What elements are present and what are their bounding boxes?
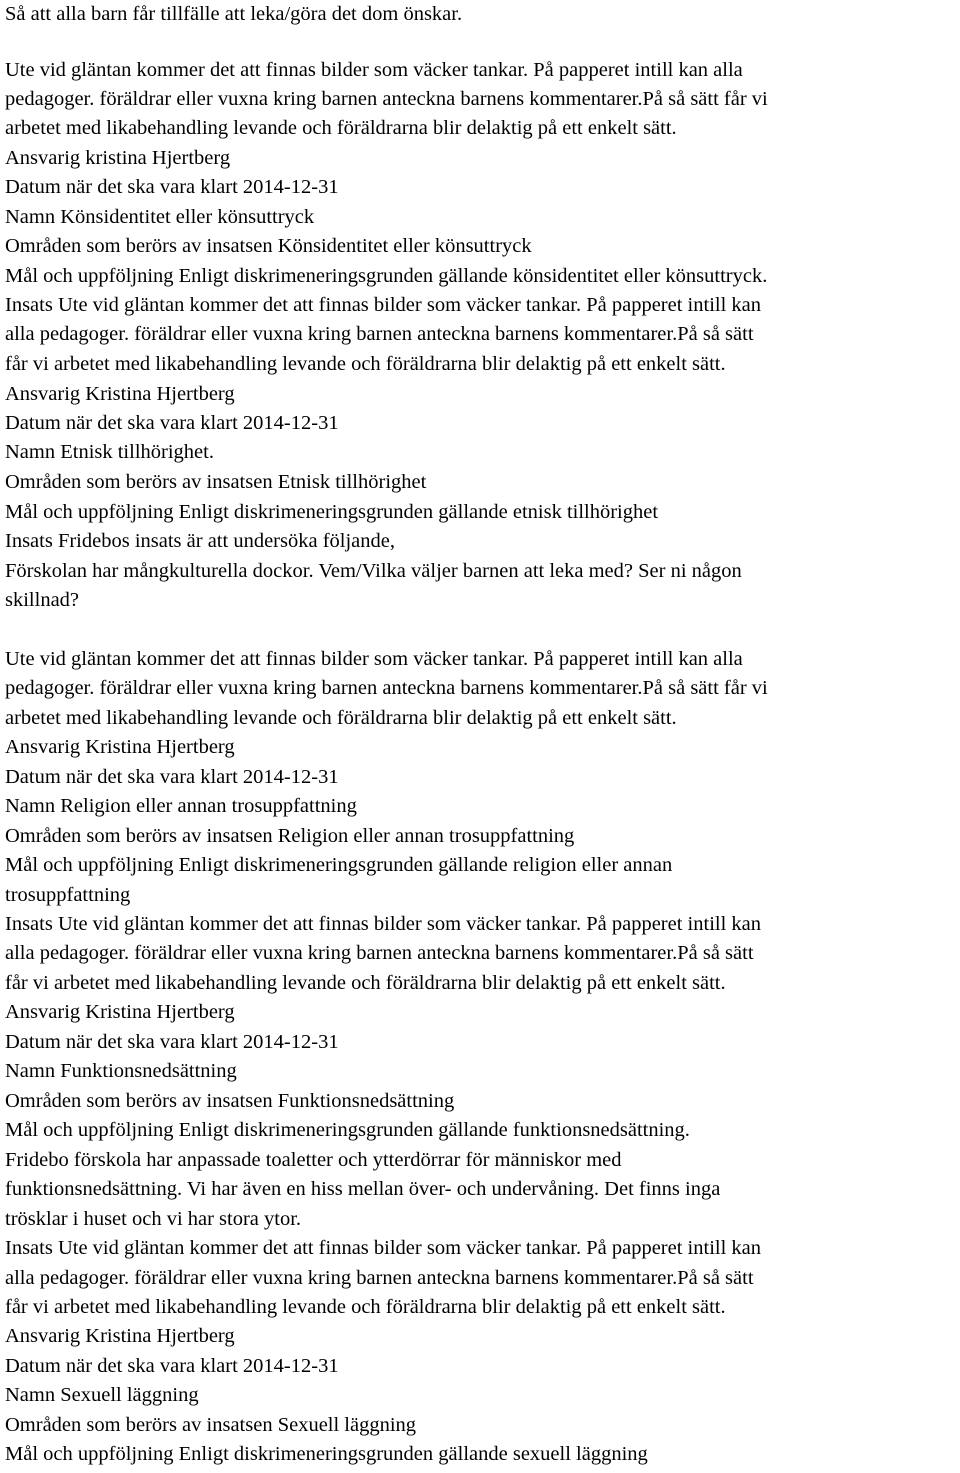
text-line: Ansvarig Kristina Hjertberg xyxy=(5,1001,235,1023)
text-line: pedagoger. föräldrar eller vuxna kring barnen anteckna barnens kommentarer.På så sätt får vi xyxy=(5,88,768,110)
text-line: Mål och uppföljning Enligt diskrimeneringsgrunden gällande könsidentitet eller könsuttryck. xyxy=(5,265,768,287)
text-line: Områden som berörs av insatsen Religion eller annan trosuppfattning xyxy=(5,825,575,847)
text-line: trösklar i huset och vi har stora ytor. xyxy=(5,1208,302,1230)
text-line: Ansvarig Kristina Hjertberg xyxy=(5,383,235,405)
text-line: arbetet med likabehandling levande och föräldrarna blir delaktig på ett enkelt sätt. xyxy=(5,707,677,729)
text-line: Insats Ute vid gläntan kommer det att finnas bilder som väcker tankar. På papperet intill kan xyxy=(5,294,762,316)
text-line: Datum när det ska vara klart 2014-12-31 xyxy=(5,176,339,198)
text-line: får vi arbetet med likabehandling levande och föräldrarna blir delaktig på ett enkelt sätt. xyxy=(5,353,726,375)
text-line: Mål och uppföljning Enligt diskrimeneringsgrunden gällande funktionsnedsättning. xyxy=(5,1119,690,1141)
text-line: Ansvarig Kristina Hjertberg xyxy=(5,736,235,758)
text-line: Områden som berörs av insatsen Könsidentitet eller könsuttryck xyxy=(5,235,532,257)
text-line: alla pedagoger. föräldrar eller vuxna kring barnen anteckna barnens kommentarer.På så sätt xyxy=(5,942,754,964)
text-line: Ansvarig Kristina Hjertberg xyxy=(5,1325,235,1347)
text-line: Fridebo förskola har anpassade toaletter och ytterdörrar för människor med xyxy=(5,1149,622,1171)
text-line: skillnad? xyxy=(5,589,80,611)
text-line: får vi arbetet med likabehandling levande och föräldrarna blir delaktig på ett enkelt sätt. xyxy=(5,972,726,994)
text-line: Områden som berörs av insatsen Etnisk tillhörighet xyxy=(5,471,427,493)
text-line: alla pedagoger. föräldrar eller vuxna kring barnen anteckna barnens kommentarer.På så sätt xyxy=(5,323,754,345)
text-line: Namn Sexuell läggning xyxy=(5,1384,199,1406)
text-line: trosuppfattning xyxy=(5,884,131,906)
text-line: Insats Fridebos insats är att undersöka följande, xyxy=(5,530,395,552)
text-line: Mål och uppföljning Enligt diskrimeneringsgrunden gällande etnisk tillhörighet xyxy=(5,501,659,523)
text-line: Namn Etnisk tillhörighet. xyxy=(5,441,214,463)
text-line: pedagoger. föräldrar eller vuxna kring barnen anteckna barnens kommentarer.På så sätt får vi xyxy=(5,677,768,699)
text-line: Insats Ute vid gläntan kommer det att finnas bilder som väcker tankar. På papperet intill kan xyxy=(5,913,762,935)
text-line: får vi arbetet med likabehandling levande och föräldrarna blir delaktig på ett enkelt sätt. xyxy=(5,1296,726,1318)
text-line: Insats Ute vid gläntan kommer det att finnas bilder som väcker tankar. På papperet intill kan xyxy=(5,1237,762,1259)
text-line: Områden som berörs av insatsen Funktionsnedsättning xyxy=(5,1090,455,1112)
text-line: Datum när det ska vara klart 2014-12-31 xyxy=(5,766,339,788)
text-line: Ansvarig kristina Hjertberg xyxy=(5,147,231,169)
text-line: alla pedagoger. föräldrar eller vuxna kring barnen anteckna barnens kommentarer.På så sätt xyxy=(5,1267,754,1289)
text-line: Datum när det ska vara klart 2014-12-31 xyxy=(5,1355,339,1377)
text-line: Datum när det ska vara klart 2014-12-31 xyxy=(5,412,339,434)
text-line: Förskolan har mångkulturella dockor. Vem/Vilka väljer barnen att leka med? Ser ni någon xyxy=(5,560,742,582)
text-line: Namn Funktionsnedsättning xyxy=(5,1060,237,1082)
text-line: Mål och uppföljning Enligt diskrimeneringsgrunden gällande sexuell läggning xyxy=(5,1443,648,1465)
text-line: Ute vid gläntan kommer det att finnas bilder som väcker tankar. På papperet intill kan alla xyxy=(5,59,743,81)
text-line: Så att alla barn får tillfälle att leka/göra det dom önskar. xyxy=(5,3,463,25)
text-line: funktionsnedsättning. Vi har även en hiss mellan över- och undervåning. Det finns inga xyxy=(5,1178,721,1200)
text-line: Ute vid gläntan kommer det att finnas bilder som väcker tankar. På papperet intill kan alla xyxy=(5,648,743,670)
text-line: Namn Religion eller annan trosuppfattning xyxy=(5,795,357,817)
text-line: Datum när det ska vara klart 2014-12-31 xyxy=(5,1031,339,1053)
text-line: Mål och uppföljning Enligt diskrimeneringsgrunden gällande religion eller annan xyxy=(5,854,673,876)
text-line: Områden som berörs av insatsen Sexuell läggning xyxy=(5,1414,417,1436)
text-line: arbetet med likabehandling levande och föräldrarna blir delaktig på ett enkelt sätt. xyxy=(5,117,677,139)
text-line: Namn Könsidentitet eller könsuttryck xyxy=(5,206,315,228)
